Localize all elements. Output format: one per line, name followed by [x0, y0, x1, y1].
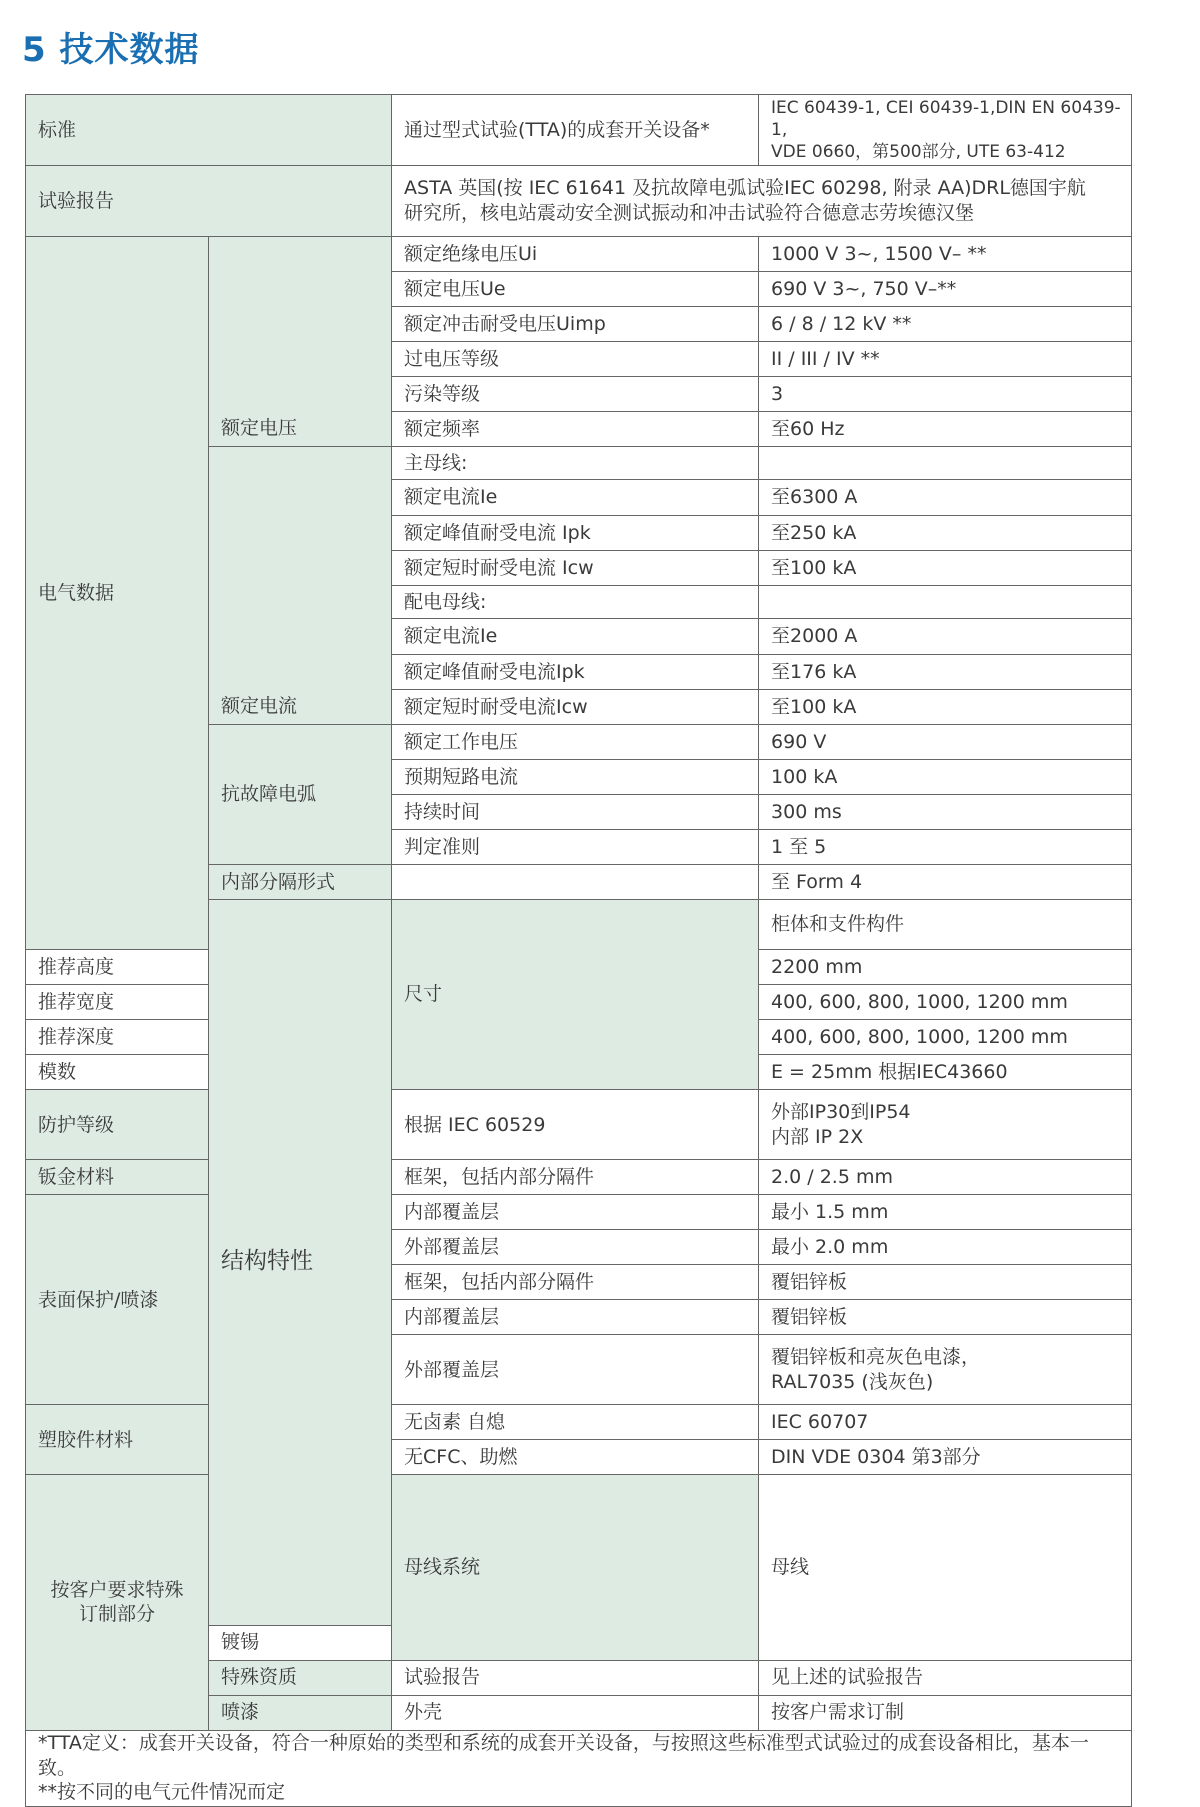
- param-cell: 额定电流Ie: [392, 619, 759, 655]
- param-cell: 污染等级: [392, 377, 759, 412]
- table-row: [26, 1090, 1132, 1160]
- technical-data-table: [25, 94, 1132, 1807]
- param-cell: 框架，包括内部分隔件: [392, 1265, 759, 1300]
- value-cell: 2200 mm: [759, 950, 1132, 985]
- value-cell: 400, 600, 800, 1000, 1200 mm: [759, 985, 1132, 1020]
- param-cell: 推荐高度: [26, 950, 209, 985]
- value-cell: 2.0 / 2.5 mm: [759, 1160, 1132, 1195]
- subgroup-label-arc-fault: 抗故障电弧: [209, 725, 392, 865]
- value-cell: IEC 60439-1, CEI 60439-1,DIN EN 60439-1, VDE 0660，第500部分, UTE 63-412: [759, 95, 1132, 166]
- value-cell: 最小 2.0 mm: [759, 1230, 1132, 1265]
- value-cell: 至250 kA: [759, 516, 1132, 551]
- subgroup-label-rated-current: 额定电流: [209, 447, 392, 725]
- group-label-custom: 按客户要求特殊 订制部分: [26, 1475, 209, 1730]
- group-label-structure: 结构特性: [209, 900, 392, 1626]
- subgroup-label-dimensions: 尺寸: [392, 900, 759, 1090]
- row-label-standard: 标准: [26, 95, 392, 166]
- param-cell: 母线: [759, 1475, 1132, 1660]
- footnote-components: **按不同的电气元件情况而定: [38, 1781, 286, 1804]
- param-cell: 内部覆盖层: [392, 1195, 759, 1230]
- param-cell: 无CFC、助燃: [392, 1440, 759, 1475]
- param-cell: 额定峰值耐受电流 Ipk: [392, 516, 759, 551]
- row-label-test-report: 试验报告: [26, 166, 392, 237]
- value-cell: IEC 60707: [759, 1405, 1132, 1440]
- subgroup-label-sheet-metal: 钣金材料: [26, 1160, 209, 1195]
- subgroup-label-plastic: 塑胶件材料: [26, 1405, 209, 1475]
- param-cell: 通过型式试验(TTA)的成套开关设备*: [392, 95, 759, 166]
- subgroup-label-busbar-system: 母线系统: [392, 1475, 759, 1660]
- param-cell: 推荐深度: [26, 1020, 209, 1055]
- table-row: [26, 95, 1132, 166]
- param-cell: 柜体和支件构件: [759, 900, 1132, 950]
- table-row: [26, 1195, 1132, 1230]
- subgroup-label-segregation: 内部分隔形式: [209, 865, 392, 900]
- param-cell: 模数: [26, 1055, 209, 1090]
- value-cell: 400, 600, 800, 1000, 1200 mm: [759, 1020, 1132, 1055]
- value-cell: 690 V: [759, 725, 1132, 760]
- table-row: [26, 1160, 1132, 1195]
- value-cell: 见上述的试验报告: [759, 1660, 1132, 1695]
- param-cell: 额定绝缘电压Ui: [392, 237, 759, 272]
- value-cell: 外部IP30到IP54 内部 IP 2X: [759, 1090, 1132, 1160]
- group-label-electrical: 电气数据: [26, 237, 209, 950]
- value-cell: 至60 Hz: [759, 412, 1132, 447]
- param-cell: 外部覆盖层: [392, 1335, 759, 1405]
- value-cell: DIN VDE 0304 第3部分: [759, 1440, 1132, 1475]
- param-cell: 额定电流Ie: [392, 480, 759, 516]
- value-cell: 3: [759, 377, 1132, 412]
- value-cell: 至176 kA: [759, 655, 1132, 690]
- param-cell: 外部覆盖层: [392, 1230, 759, 1265]
- param-cell: [392, 865, 759, 900]
- subgroup-label-surface: 表面保护/喷漆: [26, 1195, 209, 1405]
- subgroup-label-painting: 喷漆: [209, 1695, 392, 1730]
- param-cell: 预期短路电流: [392, 760, 759, 795]
- value-cell: [759, 586, 1132, 619]
- param-cell: 外壳: [392, 1695, 759, 1730]
- subgroup-label-rated-voltage: 额定电压: [209, 237, 392, 447]
- param-cell: 内部覆盖层: [392, 1300, 759, 1335]
- value-cell: 100 kA: [759, 760, 1132, 795]
- table-row: [26, 1475, 1132, 1575]
- table-row: [26, 1730, 1132, 1806]
- param-cell: 额定短时耐受电流Icw: [392, 690, 759, 725]
- param-cell: 框架，包括内部分隔件: [392, 1160, 759, 1195]
- section-heading-distribution-busbar: 配电母线:: [392, 586, 759, 619]
- value-cell: 6 / 8 / 12 kV **: [759, 307, 1132, 342]
- value-cell: 至2000 A: [759, 619, 1132, 655]
- param-cell: 额定短时耐受电流 Icw: [392, 551, 759, 586]
- param-cell: 推荐宽度: [26, 985, 209, 1020]
- section-heading-main-busbar: 主母线:: [392, 447, 759, 480]
- value-cell: 至100 kA: [759, 690, 1132, 725]
- value-cell: 最小 1.5 mm: [759, 1195, 1132, 1230]
- value-cell: 至6300 A: [759, 480, 1132, 516]
- value-cell: 1 至 5: [759, 830, 1132, 865]
- param-cell: 额定工作电压: [392, 725, 759, 760]
- value-cell: 1000 V 3~, 1500 V– **: [759, 237, 1132, 272]
- param-cell: 额定冲击耐受电压Uimp: [392, 307, 759, 342]
- footnote-tta: *TTA定义：成套开关设备，符合一种原始的类型和系统的成套开关设备，与按照这些标准型式试验过的成套设备相比，基本一致。: [38, 1731, 1089, 1779]
- value-cell: 覆铝锌板: [759, 1265, 1132, 1300]
- param-cell: 过电压等级: [392, 342, 759, 377]
- param-cell: 额定峰值耐受电流Ipk: [392, 655, 759, 690]
- value-cell: II / III / IV **: [759, 342, 1132, 377]
- table-row: [26, 237, 1132, 272]
- param-cell: 无卤素 自熄: [392, 1405, 759, 1440]
- value-cell: 按客户需求订制: [759, 1695, 1132, 1730]
- param-cell: 根据 IEC 60529: [392, 1090, 759, 1160]
- value-cell: [759, 447, 1132, 480]
- subgroup-label-special-qualification: 特殊资质: [209, 1660, 392, 1695]
- param-cell: 额定电压Ue: [392, 272, 759, 307]
- subgroup-label-protection: 防护等级: [26, 1090, 209, 1160]
- table-row: [26, 166, 1132, 237]
- value-cell: 至100 kA: [759, 551, 1132, 586]
- table-row: [26, 1405, 1132, 1440]
- value-cell: E = 25mm 根据IEC43660: [759, 1055, 1132, 1090]
- param-cell: 判定准则: [392, 830, 759, 865]
- footnotes: [26, 1730, 1132, 1806]
- param-cell: 持续时间: [392, 795, 759, 830]
- value-cell: 至 Form 4: [759, 865, 1132, 900]
- value-cell: 690 V 3~, 750 V–**: [759, 272, 1132, 307]
- value-cell: 镀锡: [209, 1625, 392, 1660]
- param-cell: 额定频率: [392, 412, 759, 447]
- value-cell: ASTA 英国(按 IEC 61641 及抗故障电弧试验IEC 60298, 附录 AA)DRL德国宇航 研究所，核电站震动安全测试振动和冲击试验符合德意志劳埃德汉堡: [392, 166, 1132, 237]
- value-cell: 覆铝锌板和亮灰色电漆， RAL7035 (浅灰色): [759, 1335, 1132, 1405]
- param-cell: 试验报告: [392, 1660, 759, 1695]
- value-cell: 覆铝锌板: [759, 1300, 1132, 1335]
- page-title: 5 技术数据: [22, 30, 200, 70]
- value-cell: 300 ms: [759, 795, 1132, 830]
